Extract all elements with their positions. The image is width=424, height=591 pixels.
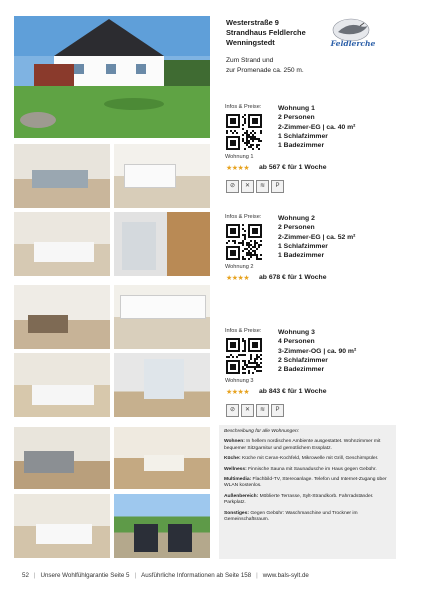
unit1-price: ab 567 € für 1 Woche xyxy=(259,164,327,171)
unit1-stars: ★★★★ xyxy=(226,165,250,172)
footer-guarantee: Unsere Wohlfühlgarantie Seite 5 xyxy=(40,572,130,579)
photo-livingroom-loft xyxy=(14,427,110,489)
qr-code-icon xyxy=(226,224,262,260)
unit2-qr-code[interactable] xyxy=(226,224,262,260)
unit2-stars: ★★★★ xyxy=(226,275,250,282)
unit1-qr-code[interactable] xyxy=(226,114,262,150)
unit3-photo-dining xyxy=(14,285,110,349)
unit3-photo-kitchen xyxy=(114,285,210,349)
unit3-details xyxy=(278,328,408,374)
footer-info: Ausführliche Informationen ab Seite 158 xyxy=(141,572,252,579)
desc-item-wellness: Wellness: Finnische Sauna mit Saunadusche im Haus gegen Gebühr. xyxy=(224,466,377,472)
unit1-title: Wohnung 1 xyxy=(278,105,315,112)
logo-text: Feldlerche xyxy=(330,39,376,48)
unit2-info-label: Infos & Preise: xyxy=(225,214,262,220)
unit1-line-3: 1 Schlafzimmer xyxy=(278,132,328,140)
desc-item-sonstiges: Sonstiges: Gegen Gebühr: Waschmaschine und Trockner im Gemeinschaftsraum. xyxy=(224,510,358,523)
desc-item-wohnen: Wohnen: In hellem nordischen Ambiente ausgestattet. Wohnzimmer mit bequemer Sitzgarnitur und gemütlichem Essplatz. xyxy=(224,439,381,451)
desc-item-aussenbereich: Außenbereich: Möblierte Terrasse, Sylt-Strandkorb. Fahrradständer. Parkplatz. xyxy=(224,493,374,506)
unit3-amenities xyxy=(226,404,284,417)
distance-line-2: zur Promenade ca. 250 m. xyxy=(226,67,304,74)
unit1-amenities xyxy=(226,180,284,193)
description-title: Beschreibung für alle Wohnungen: xyxy=(224,429,300,434)
unit2-name: Wohnung 2 xyxy=(225,264,254,270)
unit1-details xyxy=(278,104,408,150)
unit2-photo-bedroom xyxy=(14,212,110,276)
distance-text xyxy=(226,56,376,76)
no-pets-icon: ✕ xyxy=(241,404,254,417)
wifi-icon: ≋ xyxy=(256,404,269,417)
qr-code-icon xyxy=(226,338,262,374)
unit3-line-3: 2 Schlafzimmer xyxy=(278,356,328,364)
unit3-info-label: Infos & Preise: xyxy=(225,328,262,334)
unit2-details xyxy=(278,214,408,260)
page-footer: 52 | Unsere Wohlfühlgarantie Seite 5 | Ausführliche Informationen ab Seite 158 | www.bals-sylt.de xyxy=(22,572,309,579)
unit3-line-2: 3-Zimmer-OG | ca. 90 m² xyxy=(278,347,357,355)
unit3-name: Wohnung 3 xyxy=(225,378,254,384)
no-smoking-icon: ⊘ xyxy=(226,404,239,417)
unit2-line-1: 2 Personen xyxy=(278,224,315,232)
unit2-title: Wohnung 2 xyxy=(278,215,315,222)
photo-terrace xyxy=(114,494,210,558)
unit3-photo-bath xyxy=(114,353,210,417)
unit2-price: ab 678 € für 1 Woche xyxy=(259,274,327,281)
unit1-photo-kitchen xyxy=(114,144,210,208)
feldlerche-logo xyxy=(324,16,378,50)
photo-bedroom-loft xyxy=(14,494,110,558)
unit3-photo-bedroom xyxy=(14,353,110,417)
unit2-photo-bath xyxy=(114,212,210,276)
desc-item-kueche: Küche: Küche mit Ceran-Kochfeld, Mikrowelle mit Grill, Geschirrspüler. xyxy=(224,456,379,462)
description-box xyxy=(219,425,396,559)
unit3-price: ab 843 € für 1 Woche xyxy=(259,388,327,395)
desc-item-multimedia: Multimedia: Flachbild-TV, Stereoanlage. Telefon und Internet-Zugang über WLAN kostenlos. xyxy=(224,477,387,489)
no-pets-icon: ✕ xyxy=(241,180,254,193)
house-illustration xyxy=(14,16,210,138)
unit1-photo-living xyxy=(14,144,110,208)
distance-line-1: Zum Strand und xyxy=(226,57,274,64)
unit3-line-1: 4 Personen xyxy=(278,338,315,346)
unit1-line-2: 2-Zimmer-EG | ca. 40 m² xyxy=(278,123,356,131)
parking-icon: P xyxy=(271,180,284,193)
footer-website-link[interactable]: www.bals-sylt.de xyxy=(262,572,309,579)
qr-code-icon xyxy=(226,114,262,150)
unit3-qr-code[interactable] xyxy=(226,338,262,374)
unit3-title: Wohnung 3 xyxy=(278,329,315,336)
photo-dining-loft xyxy=(114,427,210,489)
house-photo xyxy=(14,16,210,138)
unit1-line-1: 2 Personen xyxy=(278,114,315,122)
unit2-line-2: 2-Zimmer-EG | ca. 52 m² xyxy=(278,233,356,241)
page-number: 52 xyxy=(22,572,29,579)
unit2-line-4: 1 Badezimmer xyxy=(278,252,325,260)
unit1-line-4: 1 Badezimmer xyxy=(278,142,325,150)
unit1-name: Wohnung 1 xyxy=(225,154,254,160)
title-house: Strandhaus Feldlerche xyxy=(226,28,306,37)
wifi-icon: ≋ xyxy=(256,180,269,193)
no-smoking-icon: ⊘ xyxy=(226,180,239,193)
parking-icon: P xyxy=(271,404,284,417)
unit3-stars: ★★★★ xyxy=(226,389,250,396)
unit2-line-3: 1 Schlafzimmer xyxy=(278,242,328,250)
title-location: Wenningstedt xyxy=(226,38,275,47)
unit1-info-label: Infos & Preise: xyxy=(225,104,262,110)
title-street: Westerstraße 9 xyxy=(226,18,279,27)
unit3-line-4: 2 Badezimmer xyxy=(278,366,325,374)
